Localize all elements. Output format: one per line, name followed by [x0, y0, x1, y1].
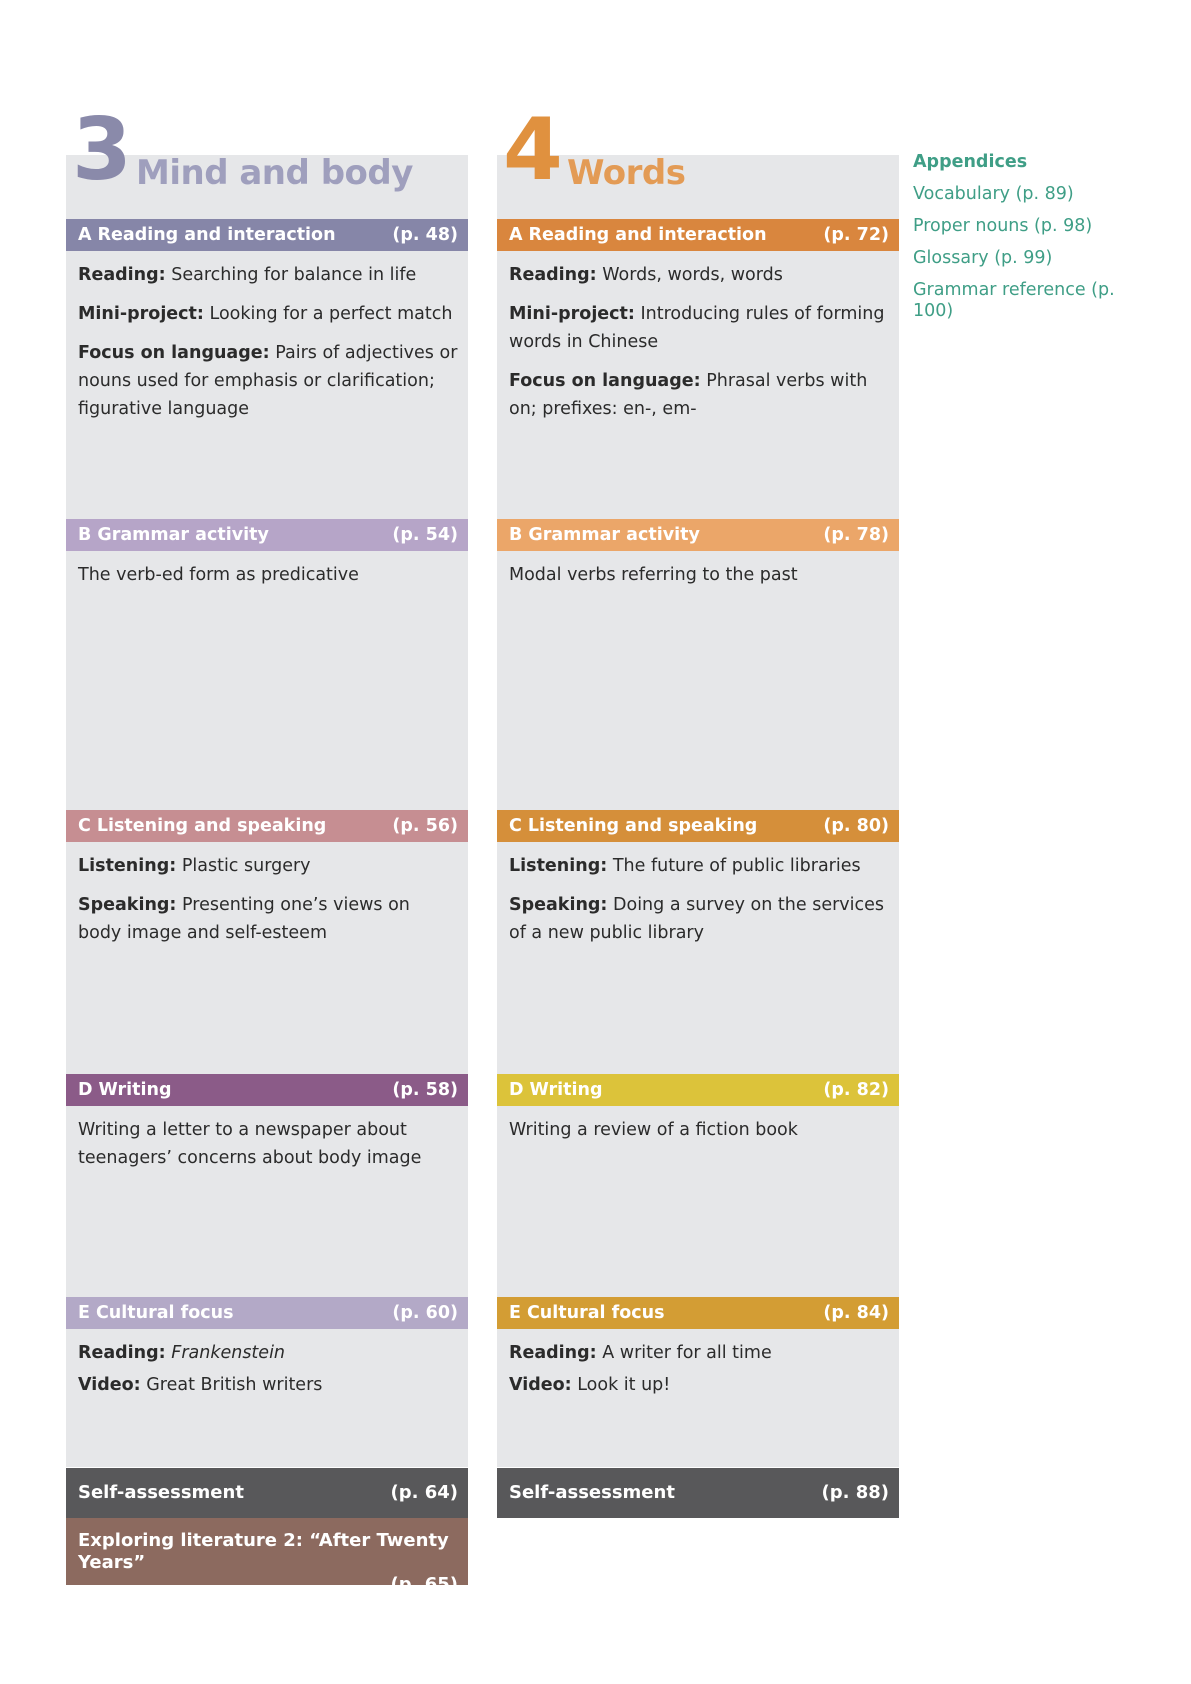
section-title: Cultural focus: [526, 1303, 665, 1323]
section-letter: C: [78, 816, 91, 836]
section-3a-content: [78, 261, 458, 434]
exploring-literature-2[interactable]: [66, 1518, 468, 1595]
list-item: Speaking: Presenting one’s views on body image and self-esteem: [78, 895, 410, 943]
section-page: (p. 58): [392, 1080, 458, 1100]
section-4b-content: [509, 561, 889, 600]
section-title: Reading and interaction: [97, 225, 336, 245]
list-item: Mini-project: Looking for a perfect match: [78, 304, 453, 324]
section-4e-content: [509, 1339, 889, 1410]
section-page: (p. 82): [823, 1080, 889, 1100]
section-3c-header[interactable]: [66, 810, 468, 842]
appendix-vocabulary[interactable]: Vocabulary (p. 89): [913, 184, 1074, 204]
section-4c-header[interactable]: [497, 810, 899, 842]
section-title: Reading and interaction: [528, 225, 767, 245]
appendix-proper-nouns[interactable]: Proper nouns (p. 98): [913, 216, 1093, 236]
section-page: (p. 72): [823, 225, 889, 245]
section-title: Grammar activity: [97, 525, 269, 545]
section-letter: E: [509, 1303, 521, 1323]
list-item: Video: Great British writers: [78, 1375, 323, 1395]
list-item: Reading: A writer for all time: [509, 1343, 772, 1363]
list-item: Focus on language: Phrasal verbs with on; prefixes: en-, em-: [509, 371, 868, 419]
appendix-grammar-reference[interactable]: Grammar reference (p. 100): [913, 280, 1115, 321]
list-item: Reading: Searching for balance in life: [78, 265, 417, 285]
self-assessment-page: (p. 88): [821, 1482, 889, 1503]
section-4a-content: [509, 261, 889, 434]
list-item: Writing a review of a fiction book: [509, 1120, 798, 1140]
section-page: (p. 60): [392, 1303, 458, 1323]
self-assessment-4[interactable]: [497, 1468, 899, 1518]
list-item: The verb-ed form as predicative: [78, 565, 359, 585]
section-page: (p. 80): [823, 816, 889, 836]
list-item: Writing a letter to a newspaper about teenagers’ concerns about body image: [78, 1120, 422, 1168]
list-item: Modal verbs referring to the past: [509, 565, 798, 585]
list-item: Video: Look it up!: [509, 1375, 671, 1395]
section-3d-content: [78, 1116, 458, 1183]
section-3b-content: [78, 561, 458, 600]
list-item: Speaking: Doing a survey on the services of a new public library: [509, 895, 885, 943]
section-letter: D: [509, 1080, 524, 1100]
section-letter: D: [78, 1080, 93, 1100]
section-title: Grammar activity: [528, 525, 700, 545]
self-assessment-label: Self-assessment: [78, 1482, 244, 1503]
list-item: Reading: Words, words, words: [509, 265, 783, 285]
section-page: (p. 78): [823, 525, 889, 545]
section-4d-content: [509, 1116, 889, 1155]
list-item: Mini-project: Introducing rules of forming words in Chinese: [509, 304, 885, 352]
self-assessment-page: (p. 64): [390, 1482, 458, 1503]
list-item: Listening: The future of public libraries: [509, 856, 861, 876]
section-title: Listening and speaking: [527, 816, 758, 836]
section-4d-header[interactable]: [497, 1074, 899, 1106]
section-title: Listening and speaking: [96, 816, 327, 836]
section-3b-header[interactable]: [66, 519, 468, 551]
unit-3-title: Mind and body: [136, 153, 413, 193]
section-4c-content: [509, 852, 889, 958]
section-title: Writing: [529, 1080, 603, 1100]
section-3a-header[interactable]: [66, 219, 468, 251]
section-letter: B: [78, 525, 92, 545]
self-assessment-3[interactable]: [66, 1468, 468, 1518]
exploring-page: (p. 65): [390, 1574, 458, 1595]
section-3e-content: [78, 1339, 458, 1410]
exploring-label: Exploring literature 2: “After Twenty Years”: [78, 1530, 449, 1573]
section-page: (p. 54): [392, 525, 458, 545]
section-letter: A: [78, 225, 92, 245]
section-letter: B: [509, 525, 523, 545]
section-3d-header[interactable]: [66, 1074, 468, 1106]
appendix-glossary[interactable]: Glossary (p. 99): [913, 248, 1053, 268]
unit-4-title: Words: [567, 153, 686, 193]
list-item: Reading: Frankenstein: [78, 1343, 286, 1363]
appendices-heading: Appendices: [913, 152, 1028, 172]
section-page: (p. 56): [392, 816, 458, 836]
section-4a-header[interactable]: [497, 219, 899, 251]
self-assessment-label: Self-assessment: [509, 1482, 675, 1503]
section-4b-header[interactable]: [497, 519, 899, 551]
section-page: (p. 48): [392, 225, 458, 245]
appendices: [913, 152, 1153, 333]
section-letter: C: [509, 816, 522, 836]
section-3e-header[interactable]: [66, 1297, 468, 1329]
section-3c-content: [78, 852, 458, 958]
section-title: Cultural focus: [95, 1303, 234, 1323]
section-letter: E: [78, 1303, 90, 1323]
list-item: Focus on language: Pairs of adjectives or nouns used for emphasis or clarification; figurative language: [78, 343, 458, 419]
section-title: Writing: [98, 1080, 172, 1100]
section-letter: A: [509, 225, 523, 245]
unit-3-number: 3: [72, 100, 130, 200]
section-4e-header[interactable]: [497, 1297, 899, 1329]
list-item: Listening: Plastic surgery: [78, 856, 311, 876]
section-page: (p. 84): [823, 1303, 889, 1323]
unit-4-number: 4: [503, 100, 561, 200]
